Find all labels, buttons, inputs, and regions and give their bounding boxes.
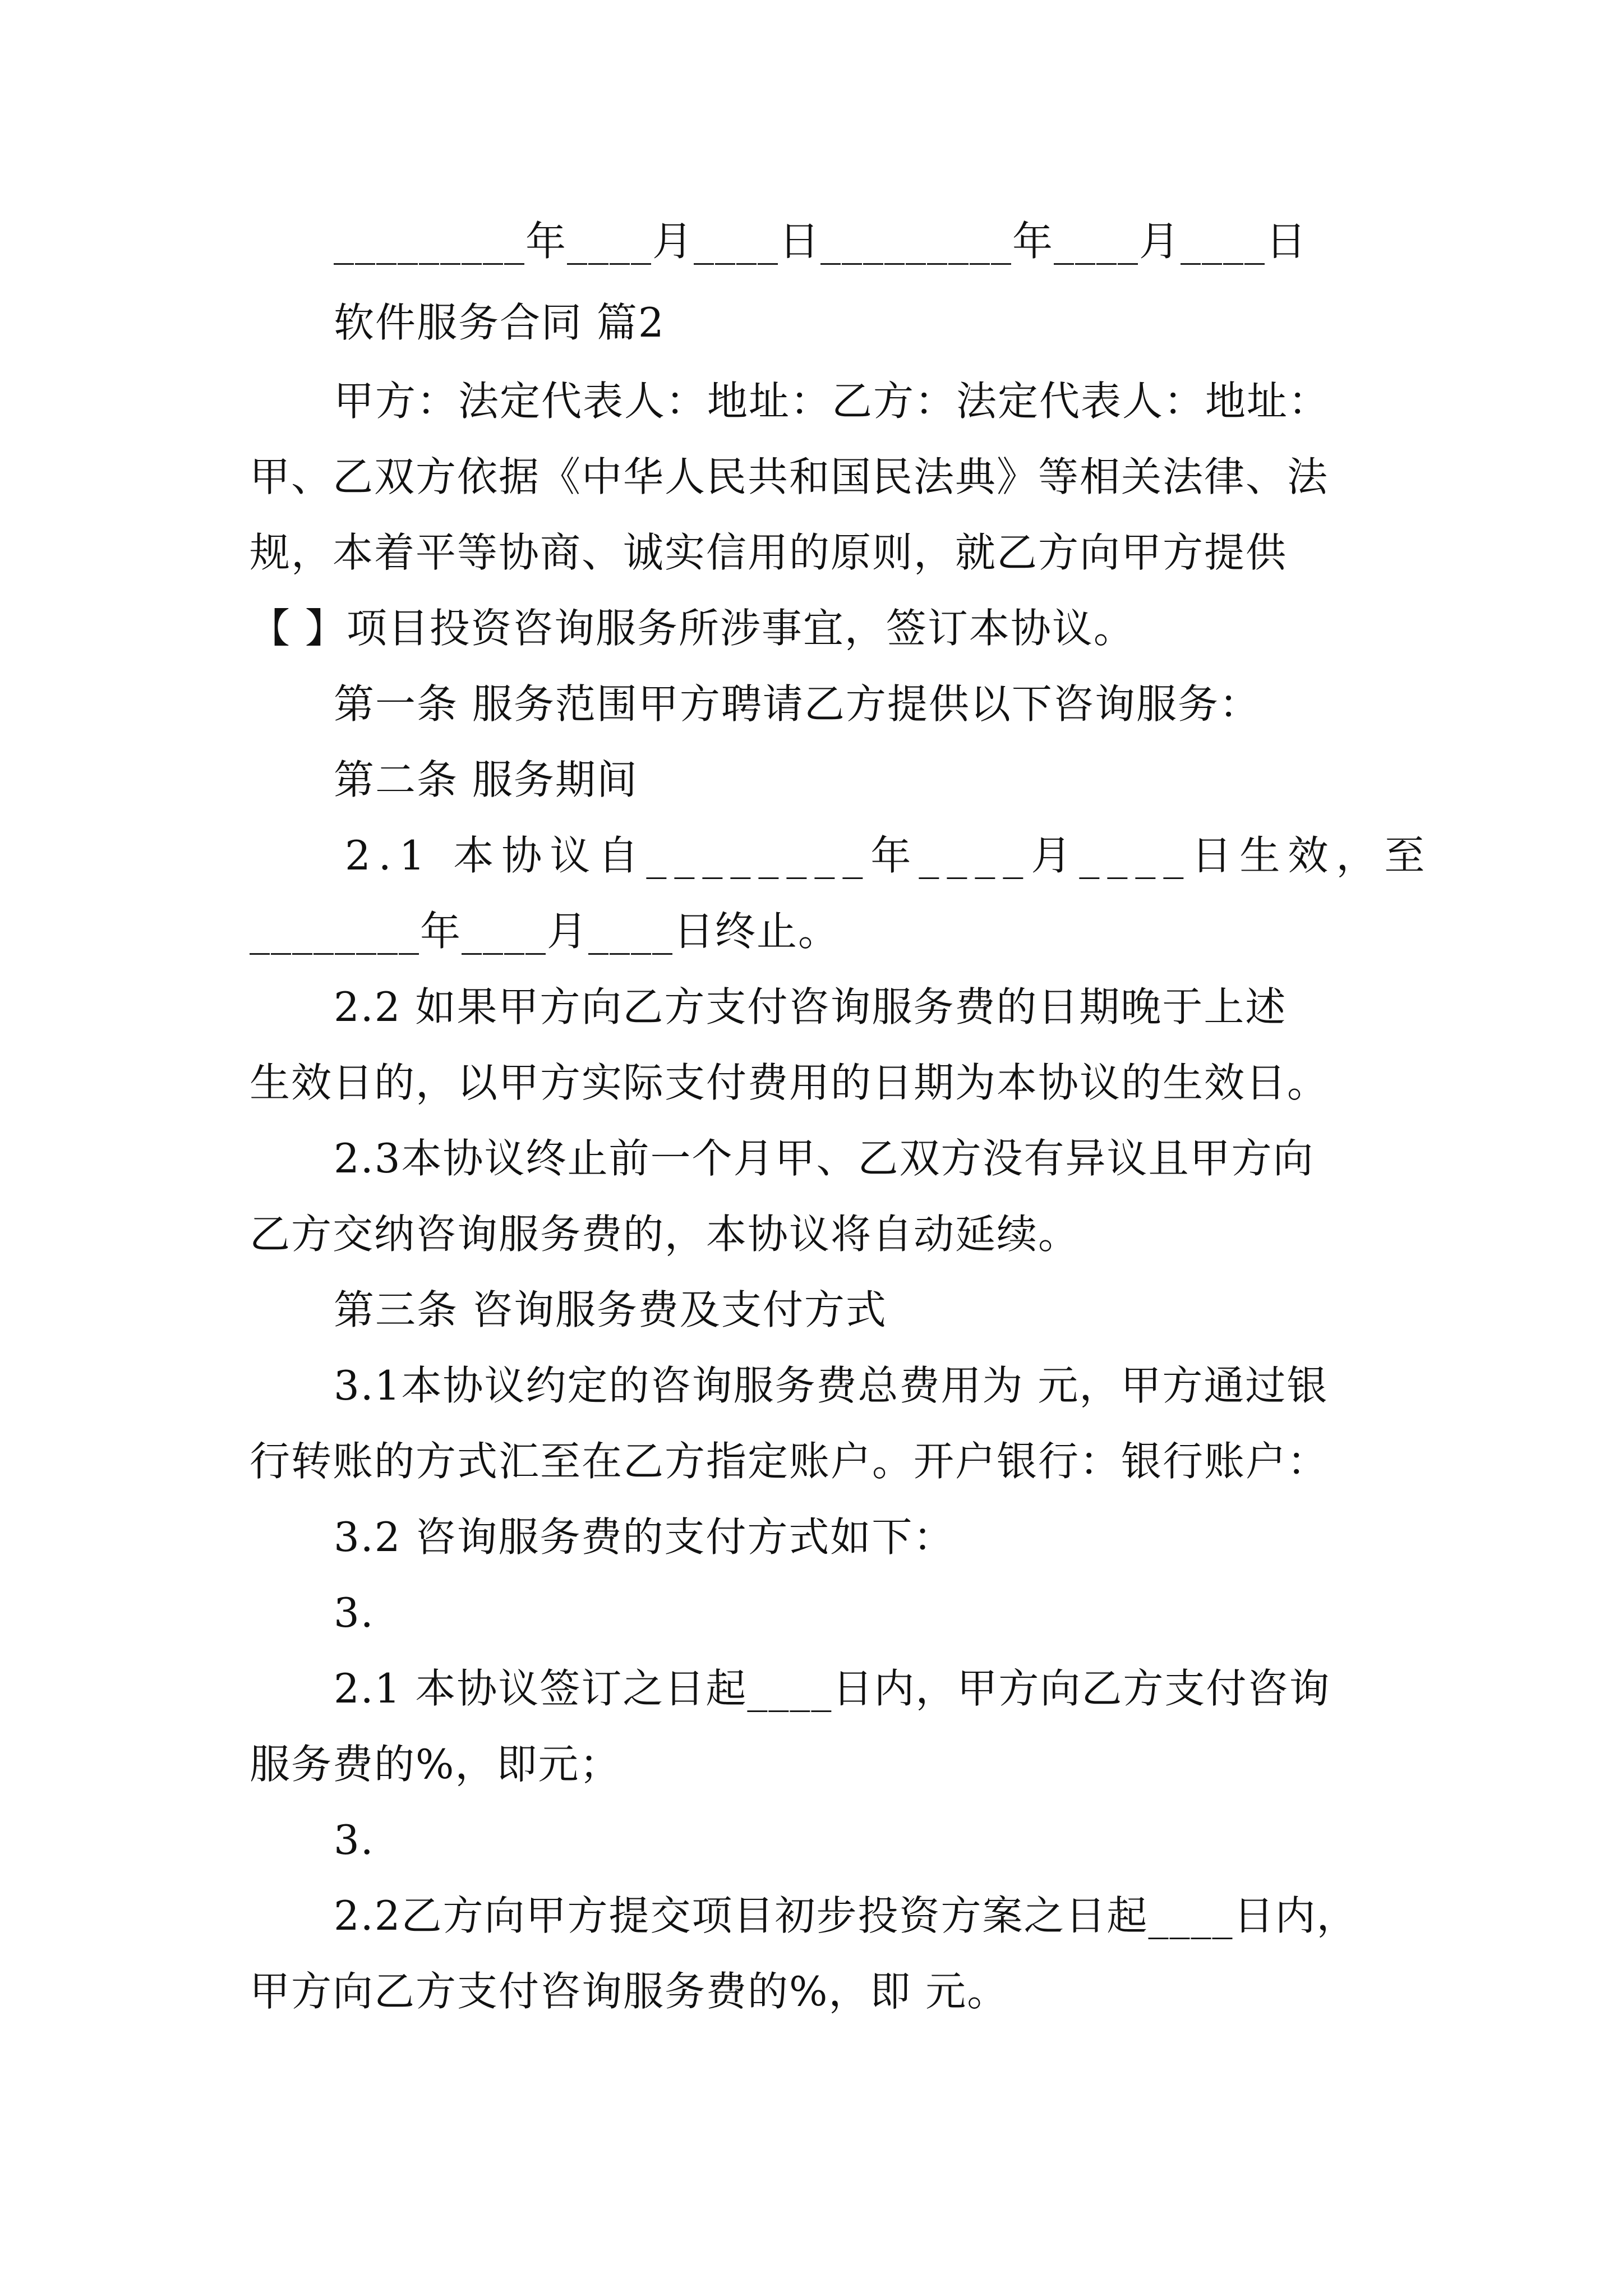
clause-number: 3. bbox=[334, 1589, 375, 1636]
clause-line: 乙方交纳咨询服务费的，本协议将自动延续。 bbox=[250, 1211, 1080, 1258]
date-blank-line: _________年____月____日_________年____月____日 bbox=[334, 218, 1307, 265]
contract-title: 软件服务合同 篇2 bbox=[334, 299, 665, 346]
party-line: 甲方：法定代表人：地址：乙方：法定代表人：地址： bbox=[334, 378, 1330, 425]
clause-line: 服务费的%，即元； bbox=[250, 1741, 621, 1788]
clause-number: 3. bbox=[334, 1816, 375, 1864]
article-heading: 第三条 咨询服务费及支付方式 bbox=[334, 1286, 887, 1333]
clause-line: 3.2 咨询服务费的支付方式如下： bbox=[334, 1513, 955, 1561]
paragraph-line: 规，本着平等协商、诚实信用的原则，就乙方向甲方提供 bbox=[250, 529, 1288, 576]
article-heading: 第二条 服务期间 bbox=[334, 756, 638, 803]
clause-line: 3.1本协议约定的咨询服务费总费用为 元，甲方通过银 bbox=[334, 1362, 1329, 1409]
clause-line: 2.3本协议终止前一个月甲、乙双方没有异议且甲方向 bbox=[334, 1135, 1315, 1182]
clause-line: ________年____月____日终止。 bbox=[250, 908, 840, 955]
clause-line: 2.1 本协议签订之日起____日内，甲方向乙方支付咨询 bbox=[334, 1665, 1331, 1712]
paragraph-line: 【 】项目投资咨询服务所涉事宜，签订本协议。 bbox=[250, 605, 1135, 652]
clause-line: 2.2乙方向甲方提交项目初步投资方案之日起____日内， bbox=[334, 1892, 1358, 1939]
article-heading: 第一条 服务范围甲方聘请乙方提供以下咨询服务： bbox=[334, 680, 1261, 728]
clause-line: 2.2 如果甲方向乙方支付咨询服务费的日期晚于上述 bbox=[334, 983, 1287, 1030]
clause-line: 甲方向乙方支付咨询服务费的%，即 元。 bbox=[250, 1968, 1009, 2015]
clause-line: 生效日的，以甲方实际支付费用的日期为本协议的生效日。 bbox=[250, 1059, 1329, 1106]
clause-line: 行转账的方式汇至在乙方指定账户。开户银行：银行账户： bbox=[250, 1438, 1329, 1485]
clause-line: 2.1 本协议自________年____月____日生效，至 bbox=[345, 832, 1433, 879]
paragraph-line: 甲、乙双方依据《中华人民共和国民法典》等相关法律、法 bbox=[250, 453, 1329, 500]
